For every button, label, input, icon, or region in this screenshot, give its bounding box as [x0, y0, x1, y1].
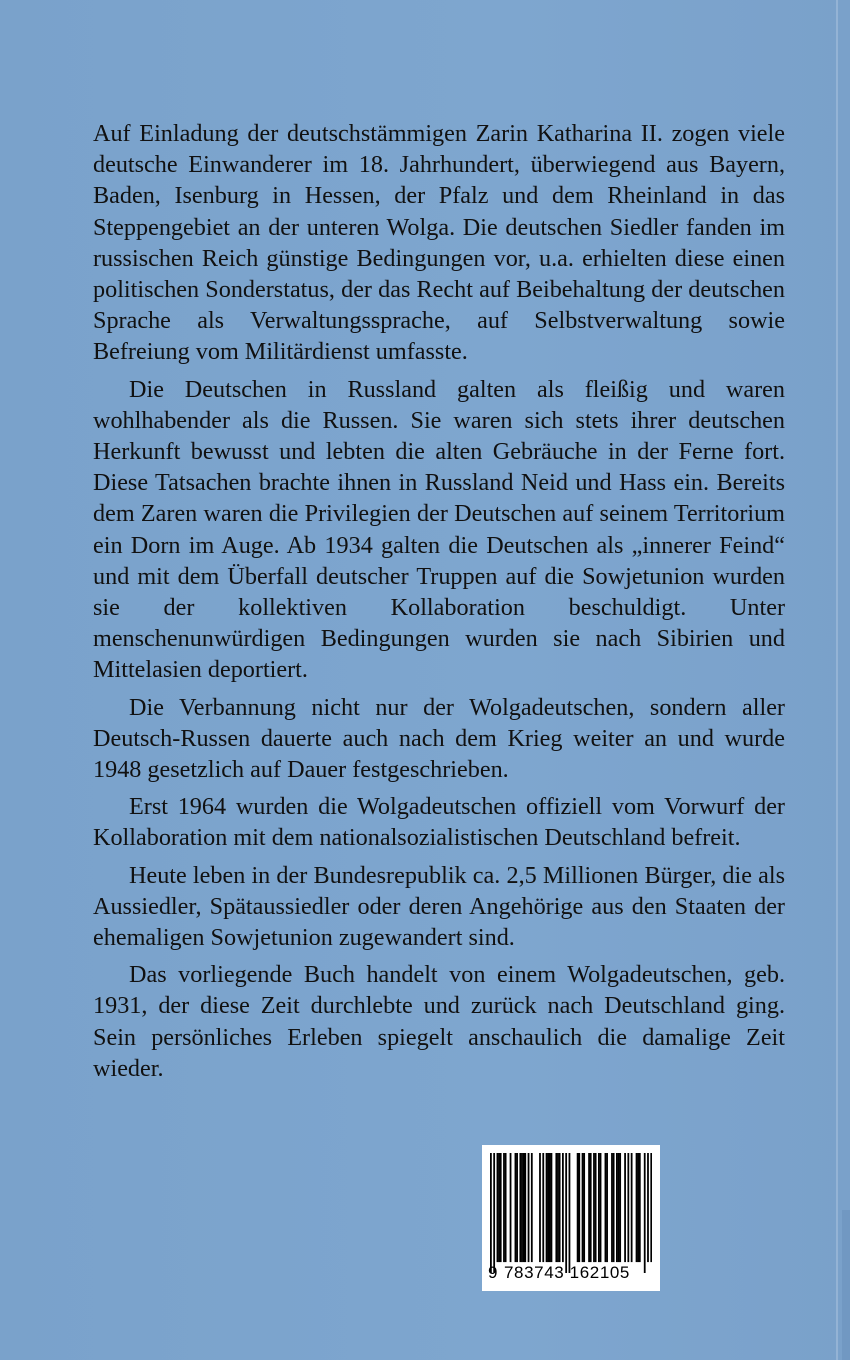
paragraph-2: Die Deutschen in Russland galten als fleißig und waren wohlhabender als die Russen. Sie waren sich stets ihrer deutschen Herkunft bewusst und lebten die alten Gebräuche in der Ferne fort. Diese Tatsachen brachte ihnen in Russland Neid und Hass ein. Bereits dem Zaren waren die Privilegien der Deutschen auf seinem Territorium ein Dorn im Auge. Ab 1934 galten die Deutschen als „innerer Feind“ und mit dem Überfall deutscher Truppen auf die Sowjetunion wurden sie der kollektiven Kollaboration beschuldigt. Unter menschenunwürdigen Bedingungen wurden sie nach Sibirien und Mittelasien deportiert. — [93, 375, 785, 684]
barcode-bar — [521, 1153, 523, 1262]
barcode-bar — [549, 1153, 551, 1262]
barcode-bar — [637, 1153, 639, 1262]
barcode-bar — [647, 1153, 649, 1262]
isbn-digits: 783743 162105 — [504, 1263, 630, 1282]
paragraph-3: Die Verbannung nicht nur der Wolgadeutschen, sondern aller Deutsch-Russen dauerte auch nach dem Krieg weiter an und wurde 1948 gesetzlich auf Dauer festgeschrieben. — [93, 693, 785, 784]
barcode-bar — [547, 1153, 549, 1262]
barcode-bar — [624, 1153, 626, 1262]
barcode-bar — [639, 1153, 641, 1262]
barcode-bar — [631, 1153, 633, 1262]
barcode-bar — [577, 1153, 579, 1262]
barcode-bar — [503, 1153, 505, 1262]
barcode-bar — [605, 1153, 607, 1262]
spine-edge-line — [836, 0, 838, 1360]
barcode-bar — [611, 1153, 613, 1262]
barcode-bar — [516, 1153, 518, 1262]
blurb-text — [93, 118, 785, 1090]
barcode-bar — [598, 1153, 600, 1262]
barcode-bar — [515, 1153, 517, 1262]
barcode-bar — [590, 1153, 592, 1262]
barcode-bar — [650, 1153, 652, 1262]
barcode-bar — [497, 1153, 499, 1262]
barcode-bar — [559, 1153, 561, 1262]
barcode-bar — [616, 1153, 618, 1262]
barcode-bar — [493, 1153, 495, 1273]
barcode-bar — [619, 1153, 621, 1262]
barcode-bar — [600, 1153, 602, 1262]
barcode-bar — [569, 1153, 571, 1273]
paragraph-1: Auf Einladung der deutschstämmigen Zarin Katharina II. zogen viele deutsche Einwanderer im 18. Jahrhundert, überwiegend aus Bayern, Baden, Isenburg in Hessen, der Pfalz und dem Rheinland in das Steppengebiet an der unteren Wolga. Die deutschen Siedler fanden im russischen Reich günstige Bedingungen vor, u.a. erhielten diese einen politischen Sonderstatus, der das Recht auf Beibehaltung der deutschen Sprache als Verwaltungssprache, auf Selbstverwaltung sowie Befreiung vom Militärdienst umfasste. — [93, 120, 785, 366]
barcode-bar — [500, 1153, 502, 1262]
barcode-bar — [531, 1153, 533, 1262]
barcode-bar — [595, 1153, 597, 1262]
barcode-bar — [510, 1153, 512, 1262]
barcode-bar — [546, 1153, 548, 1262]
barcode-bar — [627, 1153, 629, 1262]
corner-shadow — [842, 1210, 850, 1360]
isbn-barcode — [482, 1145, 660, 1291]
barcode-bar — [583, 1153, 585, 1262]
barcode-bar — [582, 1153, 584, 1262]
barcode-bar — [498, 1153, 500, 1262]
barcode-bar — [578, 1153, 580, 1262]
barcode-bar — [528, 1153, 530, 1262]
barcode-bar — [523, 1153, 525, 1262]
barcode-bar — [551, 1153, 553, 1262]
barcode-bar — [606, 1153, 608, 1262]
barcode-bar — [555, 1153, 557, 1262]
barcode-bar — [636, 1153, 638, 1262]
barcode-bar — [542, 1153, 544, 1262]
isbn-first-digit: 9 — [488, 1263, 499, 1282]
barcode-bar — [539, 1153, 541, 1262]
barcode-bar — [490, 1153, 492, 1273]
barcode-bar — [519, 1153, 521, 1262]
paragraph-5: Heute leben in der Bundesrepublik ca. 2,5 Millionen Bürger, die als Aussiedler, Spätaussiedler oder deren Angehörige aus den Staaten der ehemaligen Sowjetunion zugewandert sind. — [93, 861, 785, 952]
paragraph-6: Das vorliegende Buch handelt von einem Wolgadeutschen, geb. 1931, der diese Zeit durchlebte und zurück nach Deutschland ging. Sein persönliches Erleben spiegelt anschaulich die damalige Zeit wieder. — [93, 961, 785, 1082]
barcode-bar — [505, 1153, 507, 1262]
barcode-bar — [557, 1153, 559, 1262]
barcode-bars — [490, 1153, 652, 1273]
isbn-number — [488, 1263, 656, 1287]
barcode-bar — [593, 1153, 595, 1262]
barcode-bar — [524, 1153, 526, 1262]
barcode-bar — [644, 1153, 646, 1273]
barcode-bar — [588, 1153, 590, 1262]
barcode-bar — [565, 1153, 567, 1273]
barcode-bar — [618, 1153, 620, 1262]
barcode-bar — [613, 1153, 615, 1262]
barcode-bar — [562, 1153, 564, 1262]
paragraph-4: Erst 1964 wurden die Wolgadeutschen offiziell vom Vorwurf der Kollaboration mit dem nationalsozialistischen Deutschland befreit. — [93, 793, 785, 852]
